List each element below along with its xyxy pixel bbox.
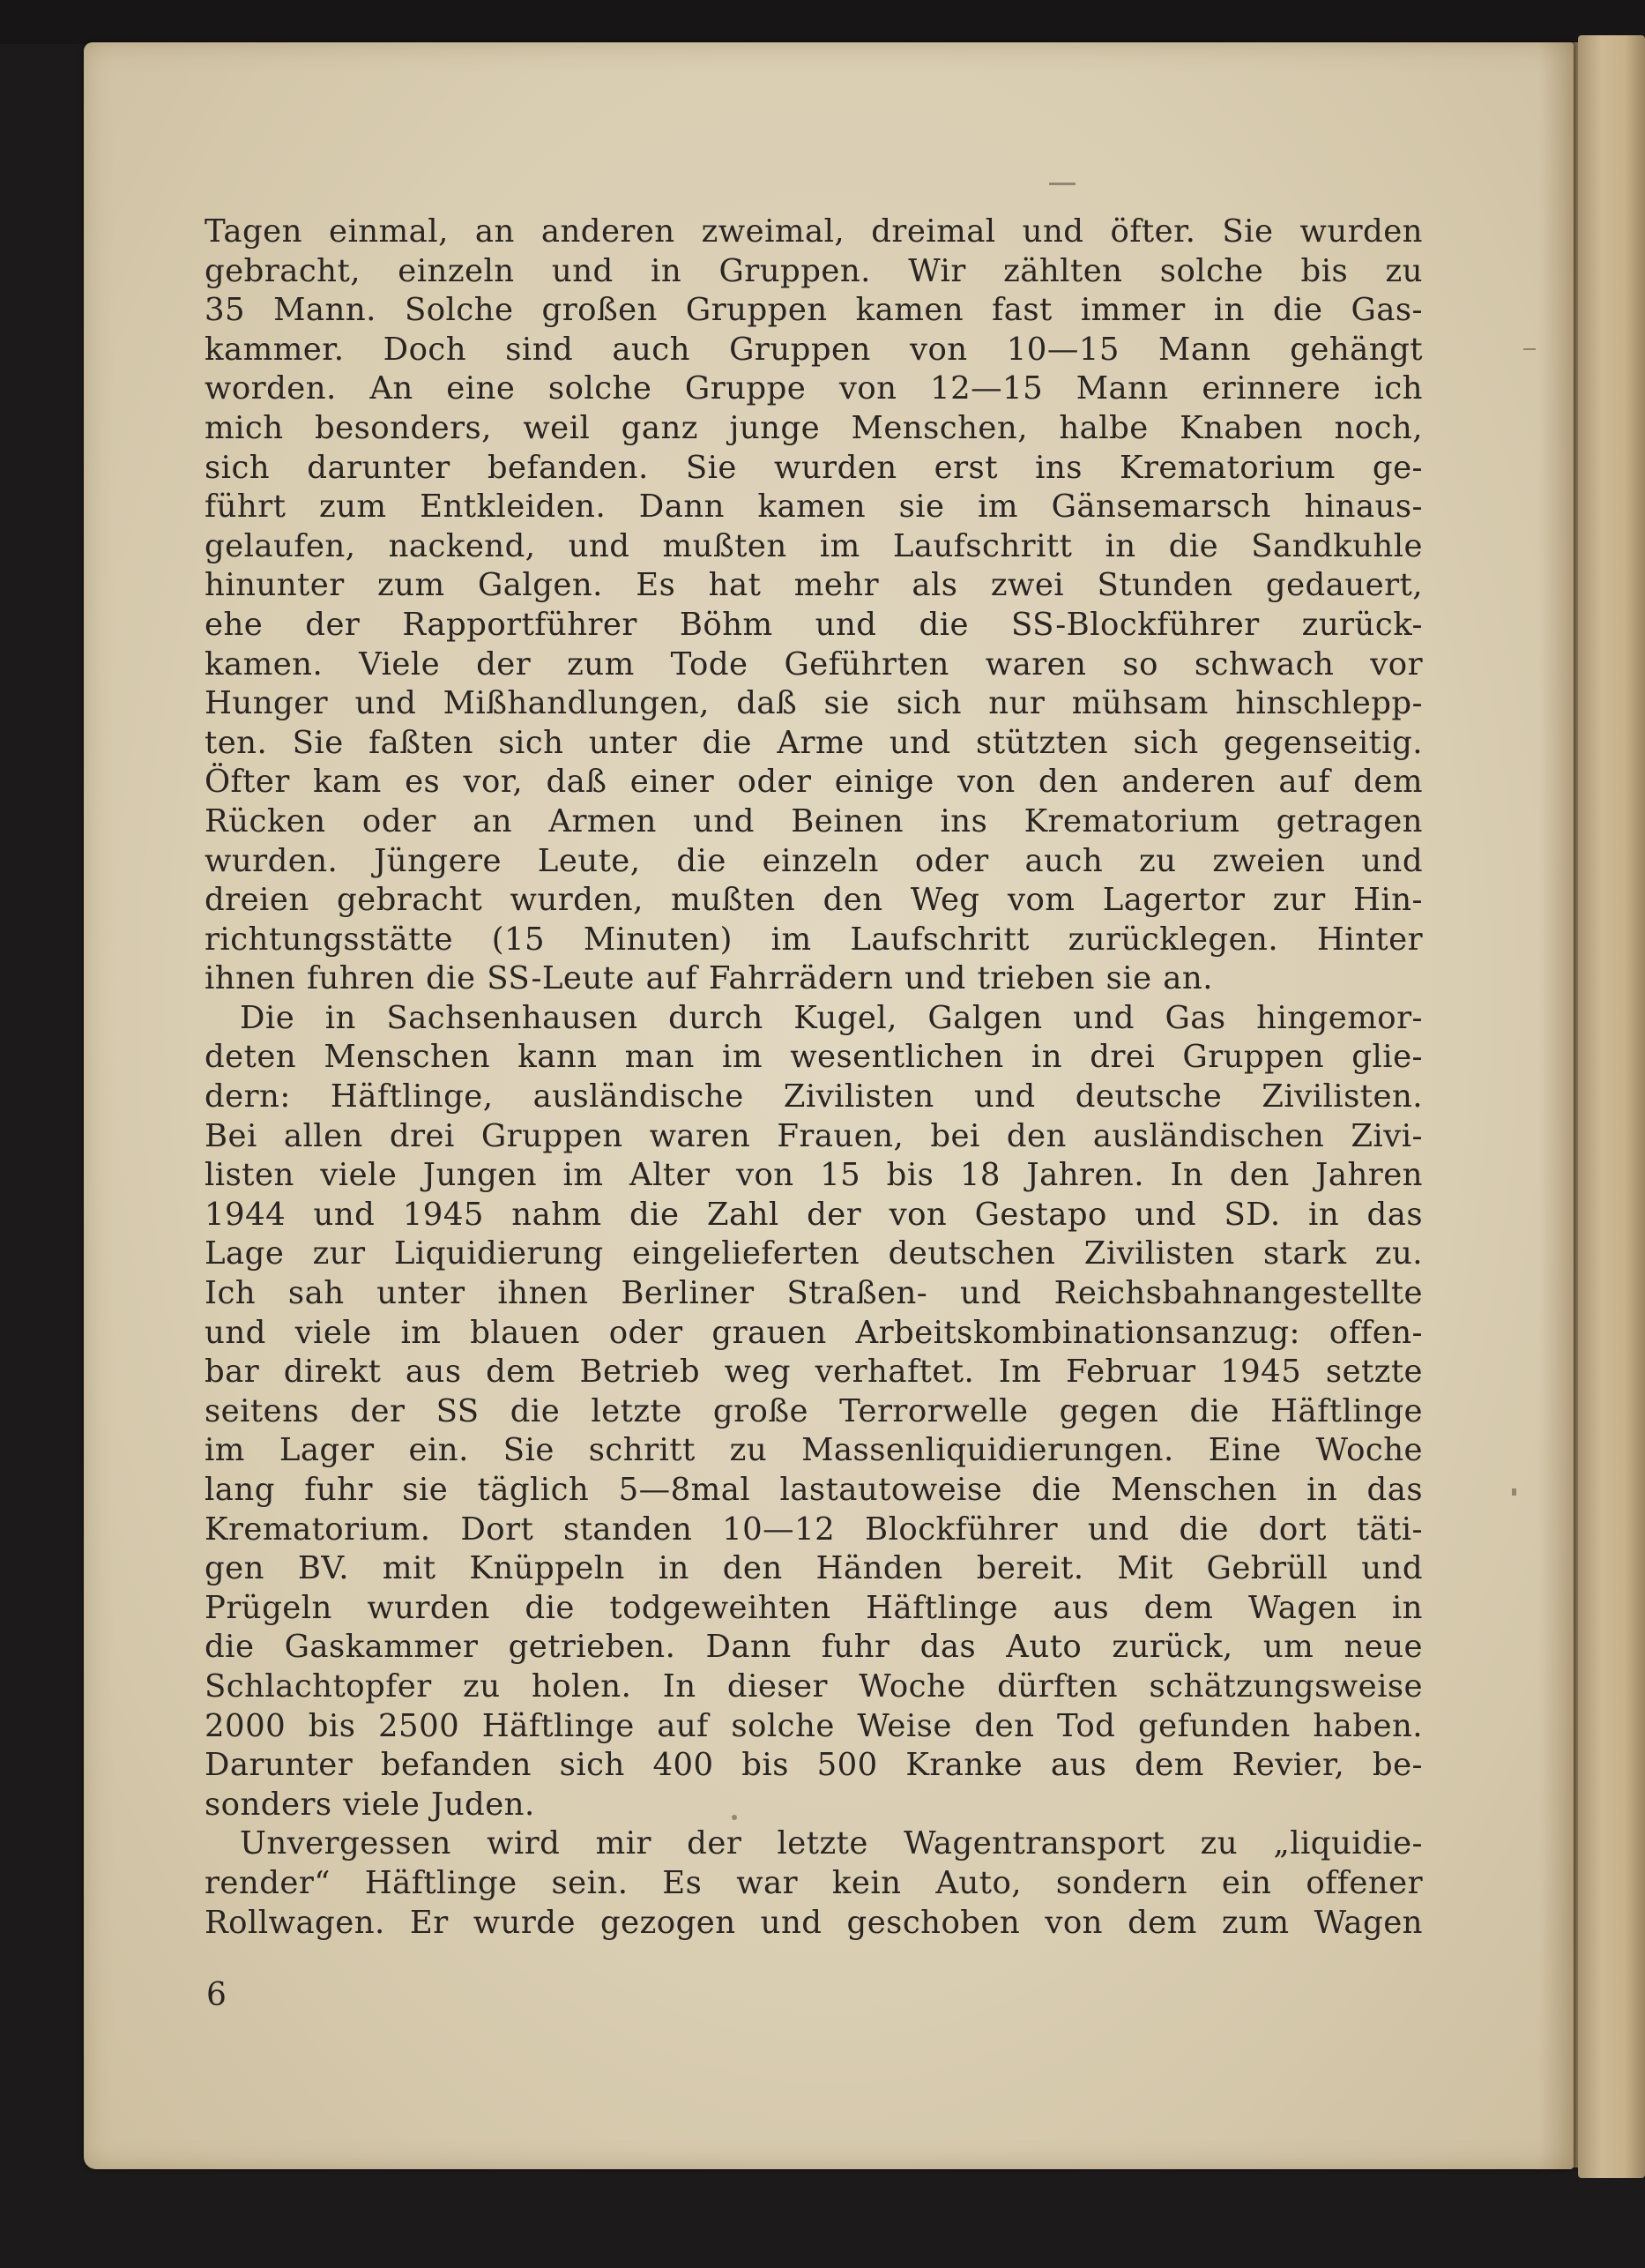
text-line: worden. An eine solche Gruppe von 12—15 Mann erinnere ich — [205, 370, 1423, 407]
text-line: Darunter befanden sich 400 bis 500 Kranke aus dem Revier, be- — [205, 1747, 1423, 1784]
text-line: Prügeln wurden die todgeweihten Häftlinge aus dem Wagen in — [205, 1589, 1423, 1626]
text-line: dern: Häftlinge, ausländische Zivilisten und deutsche Zivilisten. — [205, 1078, 1423, 1115]
text-line: seitens der SS die letzte große Terrorwelle gegen die Häftlinge — [205, 1392, 1423, 1429]
text-line: gebracht, einzeln und in Gruppen. Wir zählten solche bis zu — [205, 252, 1423, 289]
text-line: gelaufen, nackend, und mußten im Laufschritt in die Sandkuhle — [205, 527, 1423, 564]
text-line: Krematorium. Dort standen 10—12 Blockführer und die dort täti- — [205, 1511, 1423, 1548]
text-line: hinunter zum Galgen. Es hat mehr als zwei Stunden gedauert, — [205, 567, 1423, 604]
text-line: 2000 bis 2500 Häftlinge auf solche Weise den Tod gefunden haben. — [205, 1707, 1423, 1744]
text-line: 35 Mann. Solche großen Gruppen kamen fast immer in die Gas- — [205, 292, 1423, 329]
text-line: sonders viele Juden. — [205, 1786, 535, 1823]
text-line: Rücken oder an Armen und Beinen ins Krematorium getragen — [205, 802, 1423, 839]
text-line: Die in Sachsenhausen durch Kugel, Galgen und Gas hingemor- — [240, 999, 1423, 1036]
text-line: Ich sah unter ihnen Berliner Straßen- und Reichsbahnangestellte — [205, 1275, 1423, 1312]
text-line: Lage zur Liquidierung eingelieferten deutschen Zivilisten stark zu. — [205, 1235, 1423, 1272]
text-line: führt zum Entkleiden. Dann kamen sie im Gänsemarsch hinaus- — [205, 489, 1423, 526]
text-line: Unvergessen wird mir der letzte Wagentransport zu „liquidie- — [240, 1825, 1423, 1862]
text-line: und viele im blauen oder grauen Arbeitskombinationsanzug: offen- — [205, 1314, 1423, 1351]
facing-page-edge — [1578, 35, 1645, 2178]
text-line: deten Menschen kann man im wesentlichen in drei Gruppen glie- — [205, 1039, 1423, 1076]
text-line: render“ Häftlinge sein. Es war kein Auto, sondern ein offener — [205, 1864, 1423, 1901]
text-line: Bei allen drei Gruppen waren Frauen, bei den ausländischen Zivi- — [205, 1117, 1423, 1154]
text-line: wurden. Jüngere Leute, die einzeln oder auch zu zweien und — [205, 842, 1423, 879]
text-line: Schlachtopfer zu holen. In dieser Woche dürften schätzungsweise — [205, 1667, 1423, 1705]
text-line: 1944 und 1945 nahm die Zahl der von Gestapo und SD. in das — [205, 1196, 1423, 1233]
text-line: bar direkt aus dem Betrieb weg verhaftet. Im Februar 1945 setzte — [205, 1354, 1423, 1391]
text-line: ten. Sie faßten sich unter die Arme und stützten sich gegenseitig. — [205, 724, 1423, 761]
scanner-backdrop — [0, 0, 1645, 44]
text-line: Tagen einmal, an anderen zweimal, dreimal und öfter. Sie wurden — [205, 213, 1423, 250]
text-line: listen viele Jungen im Alter von 15 bis 18 Jahren. In den Jahren — [205, 1157, 1423, 1194]
text-line: kamen. Viele der zum Tode Geführten waren so schwach vor — [205, 645, 1423, 683]
page-number: 6 — [206, 1977, 227, 2013]
paper-speck — [1512, 1488, 1516, 1496]
text-line: Hunger und Mißhandlungen, daß sie sich nur mühsam hinschlepp- — [205, 685, 1423, 722]
paper-speck — [1523, 348, 1536, 350]
text-line: Öfter kam es vor, daß einer oder einige von den anderen auf dem — [205, 764, 1423, 801]
paper-speck — [732, 1815, 737, 1820]
text-line: dreien gebracht wurden, mußten den Weg vom Lagertor zur Hin- — [205, 882, 1423, 919]
paper-speck — [1049, 183, 1076, 185]
text-line: gen BV. mit Knüppeln in den Händen bereit. Mit Gebrüll und — [205, 1550, 1423, 1587]
text-line: ehe der Rapportführer Böhm und die SS-Blockführer zurück- — [205, 606, 1423, 643]
body-text — [205, 213, 1423, 1943]
text-line: mich besonders, weil ganz junge Menschen, halbe Knaben noch, — [205, 409, 1423, 446]
text-line: ihnen fuhren die SS-Leute auf Fahrrädern und trieben sie an. — [205, 960, 1213, 997]
text-line: Rollwagen. Er wurde gezogen und geschoben von dem zum Wagen — [205, 1904, 1423, 1941]
text-line: lang fuhr sie täglich 5—8mal lastautoweise die Menschen in das — [205, 1472, 1423, 1508]
text-line: richtungsstätte (15 Minuten) im Laufschritt zurücklegen. Hinter — [205, 921, 1423, 958]
text-line: sich darunter befanden. Sie wurden erst ins Krematorium ge- — [205, 449, 1423, 486]
text-line: kammer. Doch sind auch Gruppen von 10—15 Mann gehängt — [205, 331, 1423, 368]
text-line: die Gaskammer getrieben. Dann fuhr das Auto zurück, um neue — [205, 1629, 1423, 1666]
text-line: im Lager ein. Sie schritt zu Massenliquidierungen. Eine Woche — [205, 1432, 1423, 1469]
